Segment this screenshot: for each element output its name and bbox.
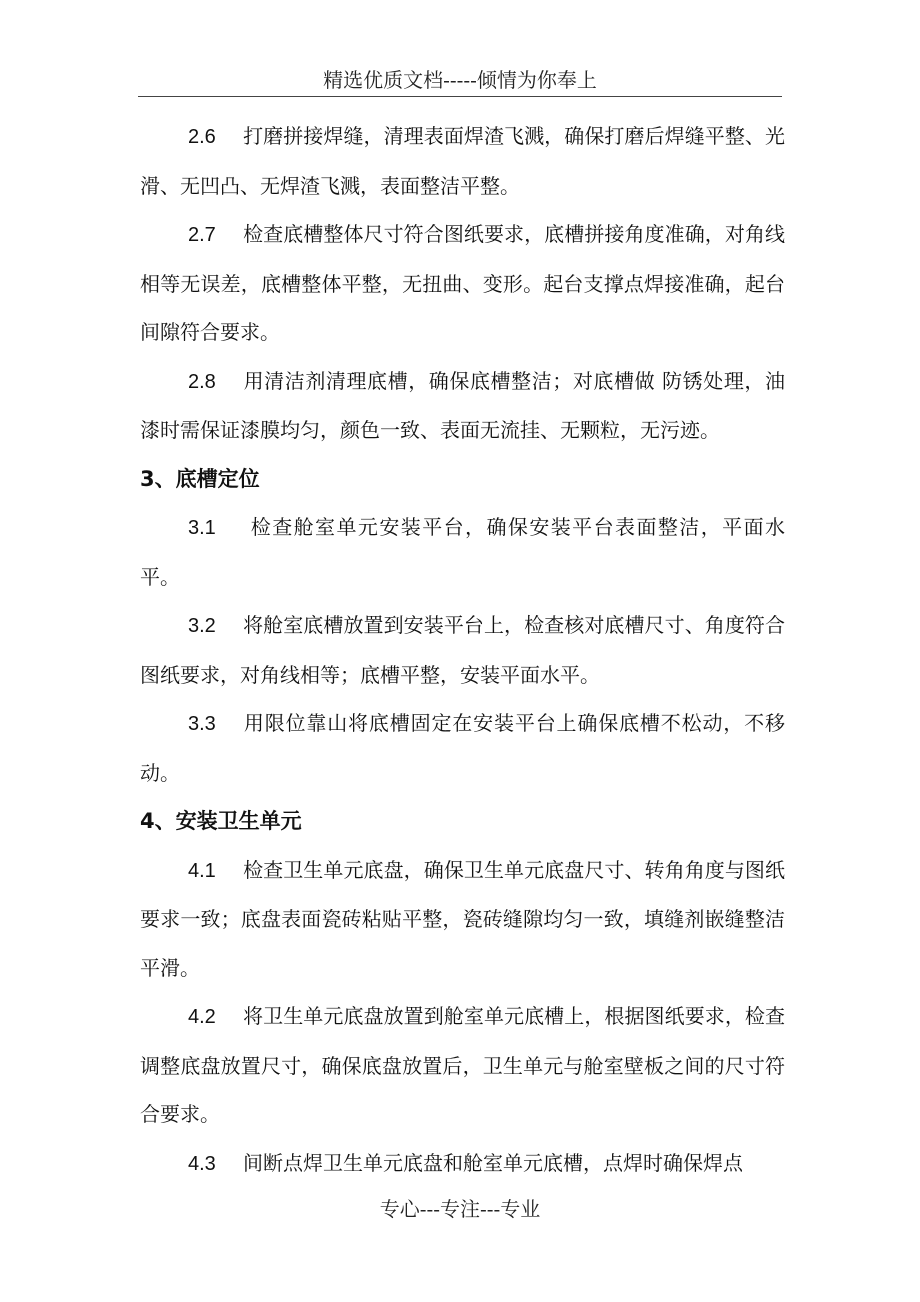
paragraph-text: 将舱室底槽放置到安装平台上，检查核对底槽尺寸、角度符合图纸要求，对角线相等；底槽平整，安装平面水平。	[140, 613, 785, 687]
clause-number: 3.2	[188, 615, 216, 637]
paragraph-2-7	[140, 210, 785, 357]
paragraph-2-6	[140, 112, 785, 210]
clause-number: 3.3	[188, 713, 216, 735]
paragraph-text: 用清洁剂清理底槽，确保底槽整洁；对底槽做 防锈处理，油漆时需保证漆膜均匀，颜色一致、表面无流挂、无颗粒，无污迹。	[140, 368, 785, 442]
clause-number: 4.2	[188, 1006, 216, 1028]
clause-number: 3.1	[188, 517, 216, 539]
clause-number: 2.6	[188, 126, 216, 148]
paragraph-3-3	[140, 699, 785, 797]
paragraph-text: 检查舱室单元安装平台，确保安装平台表面整洁，平面水平。	[140, 515, 785, 589]
paragraph-text: 将卫生单元底盘放置到舱室单元底槽上，根据图纸要求，检查调整底盘放置尺寸，确保底盘放置后，卫生单元与舱室壁板之间的尺寸符合要求。	[140, 1004, 785, 1126]
paragraph-text: 间断点焊卫生单元底盘和舱室单元底槽，点焊时确保焊点	[243, 1150, 743, 1175]
paragraph-text: 检查底槽整体尺寸符合图纸要求，底槽拼接角度准确，对角线相等无误差，底槽整体平整，无扭曲、变形。起台支撑点焊接准确，起台间隙符合要求。	[140, 222, 785, 344]
paragraph-4-1	[140, 846, 785, 993]
document-body	[140, 112, 785, 1188]
clause-number: 4.3	[188, 1152, 216, 1175]
paragraph-2-8	[140, 357, 785, 455]
section-heading-4: 4、安装卫生单元	[140, 809, 302, 833]
header-divider	[138, 96, 782, 97]
section-heading-3: 3、底槽定位	[140, 466, 260, 491]
page-footer: 专心---专注---专业	[379, 1197, 541, 1221]
paragraph-3-1	[140, 503, 785, 601]
paragraph-3-2	[140, 601, 785, 699]
paragraph-4-3	[140, 1139, 785, 1189]
paragraph-4-2	[140, 992, 785, 1139]
clause-number: 2.7	[188, 224, 216, 246]
paragraph-text: 检查卫生单元底盘，确保卫生单元底盘尺寸、转角角度与图纸要求一致；底盘表面瓷砖粘贴平整，瓷砖缝隙均匀一致，填缝剂嵌缝整洁平滑。	[140, 857, 785, 980]
page-header: 精选优质文档-----倾情为你奉上	[323, 68, 597, 92]
paragraph-text: 打磨拼接焊缝，清理表面焊渣飞溅，确保打磨后焊缝平整、光滑、无凹凸、无焊渣飞溅，表面整洁平整。	[140, 124, 785, 198]
clause-number: 4.1	[188, 859, 216, 882]
paragraph-text: 用限位靠山将底槽固定在安装平台上确保底槽不松动，不移动。	[140, 711, 785, 785]
clause-number: 2.8	[188, 370, 216, 393]
